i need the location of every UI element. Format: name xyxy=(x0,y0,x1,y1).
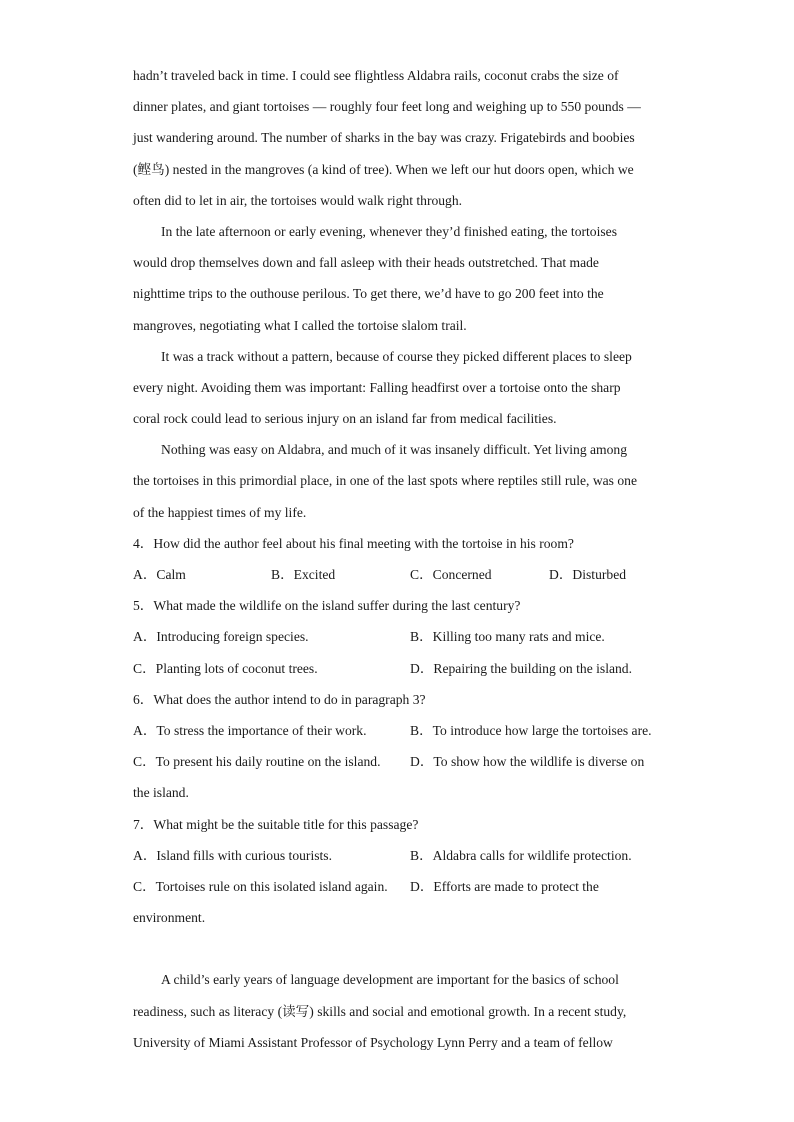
question-stem: 4．How did the author feel about his final meeting with the tortoise in his room? xyxy=(133,535,574,551)
passage-line: dinner plates, and giant tortoises — roughly four feet long and weighing up to 550 pounds — xyxy=(133,99,641,115)
passage-line: every night. Avoiding them was important: Falling headfirst over a tortoise onto the sharp xyxy=(133,379,621,395)
question-stem: 5．What made the wildlife on the island suffer during the last century? xyxy=(133,598,521,614)
passage-line: It was a track without a pattern, because of course they picked different places to sleep xyxy=(161,348,632,364)
option-row xyxy=(133,746,663,777)
section-gap xyxy=(133,933,663,964)
option-d: D．To show how the wildlife is diverse on xyxy=(410,754,645,770)
option-row xyxy=(133,871,663,902)
option-d: D．Disturbed xyxy=(549,567,627,582)
option-c: C．Planting lots of coconut trees. xyxy=(133,660,318,676)
passage-line: often did to let in air, the tortoises would walk right through. xyxy=(133,192,463,208)
passage-b xyxy=(133,964,663,1058)
question-4 xyxy=(133,528,663,590)
option-a: A．To stress the importance of their work. xyxy=(133,722,367,738)
option-b: B．Excited xyxy=(271,567,336,582)
question-7 xyxy=(133,809,663,934)
passage-line: would drop themselves down and fall asleep with their heads outstretched. That made xyxy=(133,255,599,271)
option-row xyxy=(133,653,663,684)
passage-line: hadn’t traveled back in time. I could see flightless Aldabra rails, coconut crabs the size of xyxy=(133,68,619,83)
passage-line: readiness, such as literacy (读写) skills and social and emotional growth. In a recent study, xyxy=(133,1003,627,1019)
passage-line: the tortoises in this primordial place, in one of the last spots where reptiles still rule, was one xyxy=(133,473,637,489)
option-a: A．Calm xyxy=(133,567,186,582)
option-row xyxy=(133,559,663,590)
option-d: D．Repairing the building on the island. xyxy=(410,660,633,676)
passage-line: just wandering around. The number of sharks in the bay was crazy. Frigatebirds and boobies xyxy=(133,130,635,146)
passage-line: mangroves, negotiating what I called the tortoise slalom trail. xyxy=(133,317,467,333)
passage-line: of the happiest times of my life. xyxy=(133,504,307,520)
option-b: B．Killing too many rats and mice. xyxy=(410,629,605,645)
option-a: A．Introducing foreign species. xyxy=(133,629,309,645)
page-content xyxy=(133,60,663,1058)
option-row xyxy=(133,840,663,871)
passage-line: Nothing was easy on Aldabra, and much of it was insanely difficult. Yet living among xyxy=(161,442,628,458)
option-row xyxy=(133,715,663,746)
option-continuation: the island. xyxy=(133,785,189,801)
passage-line: University of Miami Assistant Professor of Psychology Lynn Perry and a team of fellow xyxy=(133,1034,613,1050)
passage-line: nighttime trips to the outhouse perilous. To get there, we’d have to go 200 feet into the xyxy=(133,286,604,302)
question-stem: 6．What does the author intend to do in paragraph 3? xyxy=(133,691,426,707)
option-row xyxy=(133,621,663,652)
option-b: B．To introduce how large the tortoises are. xyxy=(410,722,652,738)
passage-line: (鲣鸟) nested in the mangroves (a kind of tree). When we left our hut doors open, which we xyxy=(133,161,634,177)
question-stem: 7．What might be the suitable title for this passage? xyxy=(133,816,419,832)
passage-a xyxy=(133,60,663,528)
option-a: A．Island fills with curious tourists. xyxy=(133,847,332,863)
option-c: C．Tortoises rule on this isolated island again. xyxy=(133,878,388,894)
passage-line: coral rock could lead to serious injury on an island far from medical facilities. xyxy=(133,411,557,427)
question-5 xyxy=(133,590,663,684)
option-continuation: environment. xyxy=(133,910,206,926)
passage-line: A child’s early years of language development are important for the basics of school xyxy=(161,972,619,988)
question-6 xyxy=(133,684,663,809)
option-d: D．Efforts are made to protect the xyxy=(410,878,599,894)
option-c: C．Concerned xyxy=(410,567,492,582)
option-b: B．Aldabra calls for wildlife protection. xyxy=(410,847,632,863)
passage-line: In the late afternoon or early evening, whenever they’d finished eating, the tortoises xyxy=(161,223,617,239)
option-c: C．To present his daily routine on the island. xyxy=(133,754,381,770)
